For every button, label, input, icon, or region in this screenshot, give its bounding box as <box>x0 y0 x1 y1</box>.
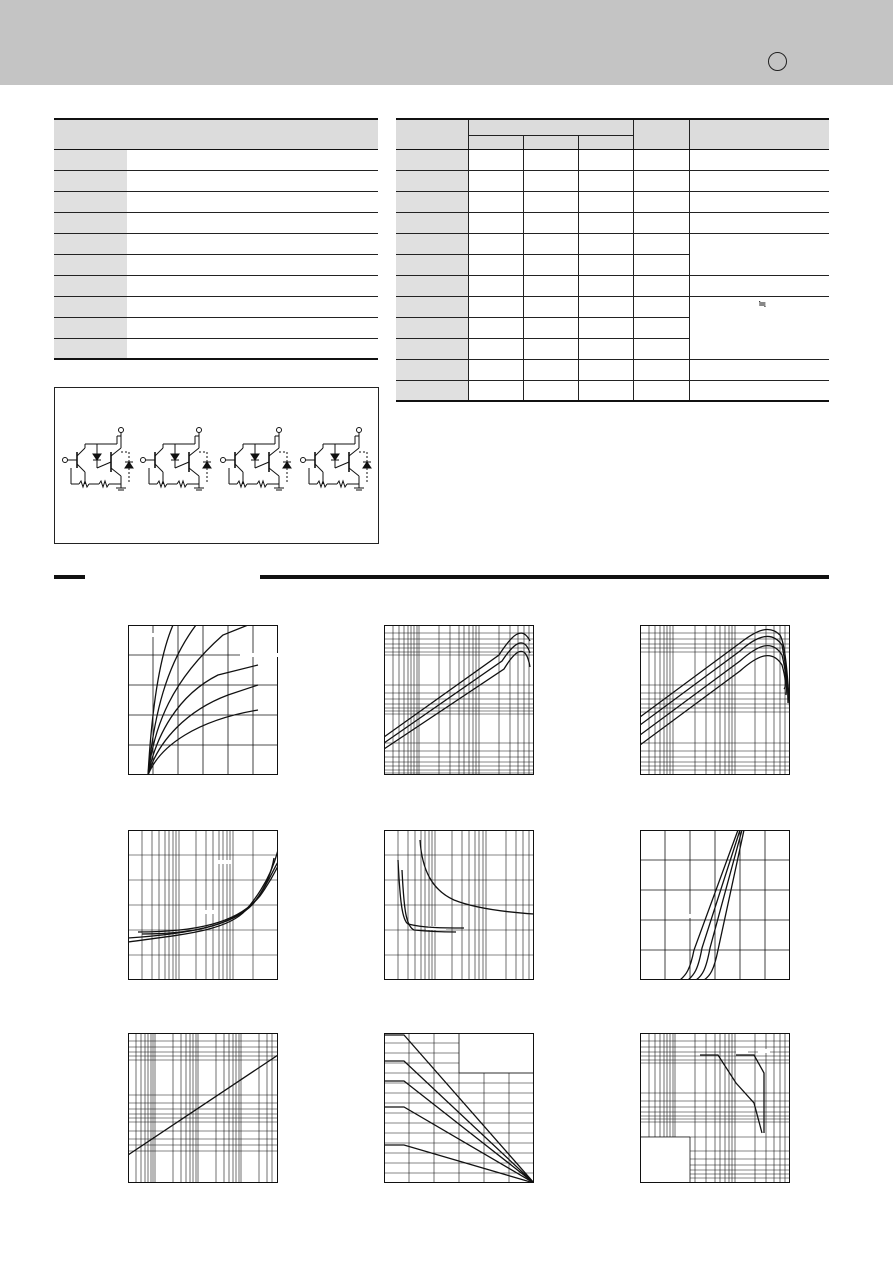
plot-reverse-bias-soa <box>640 1033 790 1183</box>
table-row <box>54 338 378 359</box>
table-row <box>396 149 829 170</box>
table-row <box>54 275 378 296</box>
section-divider-right <box>260 575 829 579</box>
ratings-table <box>54 118 378 360</box>
plot-safe-area <box>384 830 534 980</box>
table-row <box>54 170 378 191</box>
table-row <box>396 359 829 380</box>
equivalent-circuit-diagram <box>55 388 378 543</box>
table-row <box>54 191 378 212</box>
plot-transient-thermal <box>128 1033 278 1183</box>
table-row <box>54 233 378 254</box>
brand-circle-icon <box>768 52 787 71</box>
table-row <box>54 149 378 170</box>
table-row <box>396 191 829 212</box>
plot-derating <box>384 1033 534 1183</box>
table-row <box>396 380 829 401</box>
plot-switching-time <box>128 830 278 980</box>
table-header-row <box>396 119 829 135</box>
table-row <box>54 212 378 233</box>
table-header-row <box>54 119 378 149</box>
approx-symbol: ≒ <box>758 298 767 310</box>
table-row <box>54 317 378 338</box>
plot-vce-sat <box>640 625 790 775</box>
plot-ic-vce <box>128 625 278 775</box>
table-row <box>396 275 829 296</box>
table-row <box>54 296 378 317</box>
plot-hfe-ic <box>384 625 534 775</box>
table-row <box>54 254 378 275</box>
table-row <box>396 233 829 254</box>
header-band <box>0 0 893 85</box>
table-row <box>396 296 829 317</box>
table-row <box>396 170 829 191</box>
characteristics-table <box>396 118 829 402</box>
plot-ic-vbe <box>640 830 790 980</box>
section-divider-left <box>54 575 85 579</box>
equivalent-circuit-panel <box>54 387 379 544</box>
table-row <box>396 212 829 233</box>
